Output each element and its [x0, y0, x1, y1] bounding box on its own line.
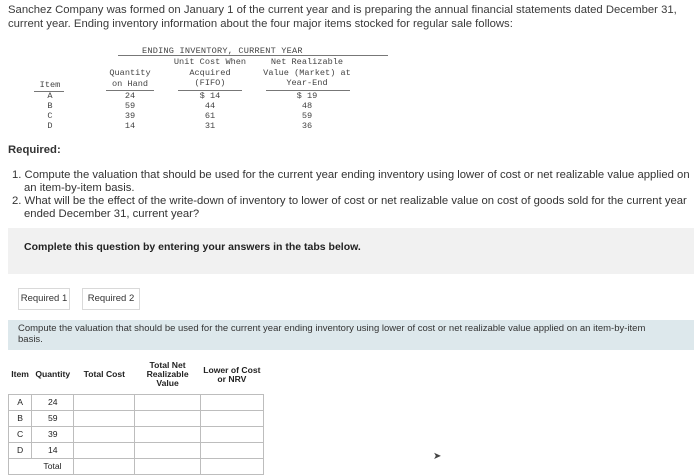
table-row	[9, 394, 264, 410]
required-question-2: 2. What will be the effect of the write-down of inventory to lower of cost or net realizable value on cost of goods sold for the current year ended December 31, current year?	[12, 195, 687, 220]
panel-instruction-text: Complete this question by entering your answers in the tabs below.	[24, 241, 361, 253]
total-cost-input[interactable]	[74, 443, 134, 458]
total-nrv-input[interactable]	[135, 443, 199, 458]
header-unit-cost: Unit Cost When Acquired (FIFO)	[173, 57, 247, 88]
divider	[118, 55, 388, 56]
lcnrv-sum-input[interactable]	[201, 459, 263, 474]
inventory-row-qty: 14	[124, 121, 136, 131]
row-quantity: 24	[32, 394, 74, 410]
inventory-row-item: A	[47, 91, 53, 101]
required-heading: Required:	[8, 144, 61, 156]
row-quantity: 59	[32, 410, 74, 426]
table-row	[9, 426, 264, 442]
inventory-row-nrv: 36	[301, 121, 313, 131]
total-cost-input[interactable]	[74, 411, 134, 426]
total-label: Total	[32, 458, 74, 474]
row-item: C	[9, 426, 32, 442]
mouse-pointer-icon: ➤	[433, 451, 442, 462]
row-quantity: 14	[32, 442, 74, 458]
inventory-row-nrv: 59	[301, 111, 313, 121]
inventory-row-qty: 24	[124, 91, 136, 101]
inventory-row-nrv: $ 19	[296, 91, 318, 101]
tab-required-1[interactable]: Required 1	[18, 288, 70, 310]
question-instruction-box	[8, 320, 694, 350]
total-cost-sum-input[interactable]	[74, 459, 134, 474]
table-row	[9, 442, 264, 458]
lcnrv-input[interactable]	[201, 443, 263, 458]
inventory-row-cost: 31	[204, 121, 216, 131]
inventory-row-qty: 59	[124, 101, 136, 111]
inventory-row-nrv: 48	[301, 101, 313, 111]
tab-required-2[interactable]: Required 2	[82, 288, 140, 310]
inventory-row-qty: 39	[124, 111, 136, 121]
header-quantity: Quantity on Hand	[109, 68, 151, 89]
total-cost-input[interactable]	[74, 427, 134, 442]
inventory-title: ENDING INVENTORY, CURRENT YEAR	[142, 46, 303, 56]
row-item: D	[9, 442, 32, 458]
header-lower-of-cost-or-nrv: Lower of Cost or NRV	[200, 356, 263, 394]
inventory-row-item: D	[47, 121, 53, 131]
lcnrv-input[interactable]	[201, 395, 263, 410]
lcnrv-input[interactable]	[201, 427, 263, 442]
question-instruction: Compute the valuation that should be used for the current year ending inventory using lower of cost or net realizable value applied on an item-by-item basis.	[18, 323, 646, 345]
required-question-1: 1. Compute the valuation that should be used for the current year ending inventory using lower of cost or net realizable value applied on an item-by-item basis.	[12, 169, 690, 194]
answer-table	[8, 356, 264, 475]
header-total-cost: Total Cost	[74, 356, 135, 394]
inventory-row-cost: 61	[204, 111, 216, 121]
header-quantity: Quantity	[32, 356, 74, 394]
total-nrv-sum-input[interactable]	[135, 459, 199, 474]
inventory-row-cost: $ 14	[199, 91, 221, 101]
total-nrv-input[interactable]	[135, 427, 199, 442]
inventory-row-cost: 44	[204, 101, 216, 111]
header-nrv: Net Realizable Value (Market) at Year-End	[263, 57, 351, 88]
instructions-panel	[8, 228, 694, 274]
header-item: Item	[9, 356, 32, 394]
table-row	[9, 410, 264, 426]
row-item: B	[9, 410, 32, 426]
table-row-total	[9, 458, 264, 474]
problem-intro: Sanchez Company was formed on January 1 of the current year and is preparing the annual financial statements dated December 31, current year. Ending inventory information about the four major items stocked for regular sale follows:	[8, 4, 677, 30]
total-nrv-input[interactable]	[135, 411, 199, 426]
row-item: A	[9, 394, 32, 410]
row-quantity: 39	[32, 426, 74, 442]
lcnrv-input[interactable]	[201, 411, 263, 426]
inventory-row-item: C	[47, 111, 53, 121]
header-total-nrv: Total Net Realizable Value	[135, 356, 200, 394]
inventory-row-item: B	[47, 101, 53, 111]
header-item: Item	[39, 80, 61, 90]
total-cost-input[interactable]	[74, 395, 134, 410]
total-nrv-input[interactable]	[135, 395, 199, 410]
